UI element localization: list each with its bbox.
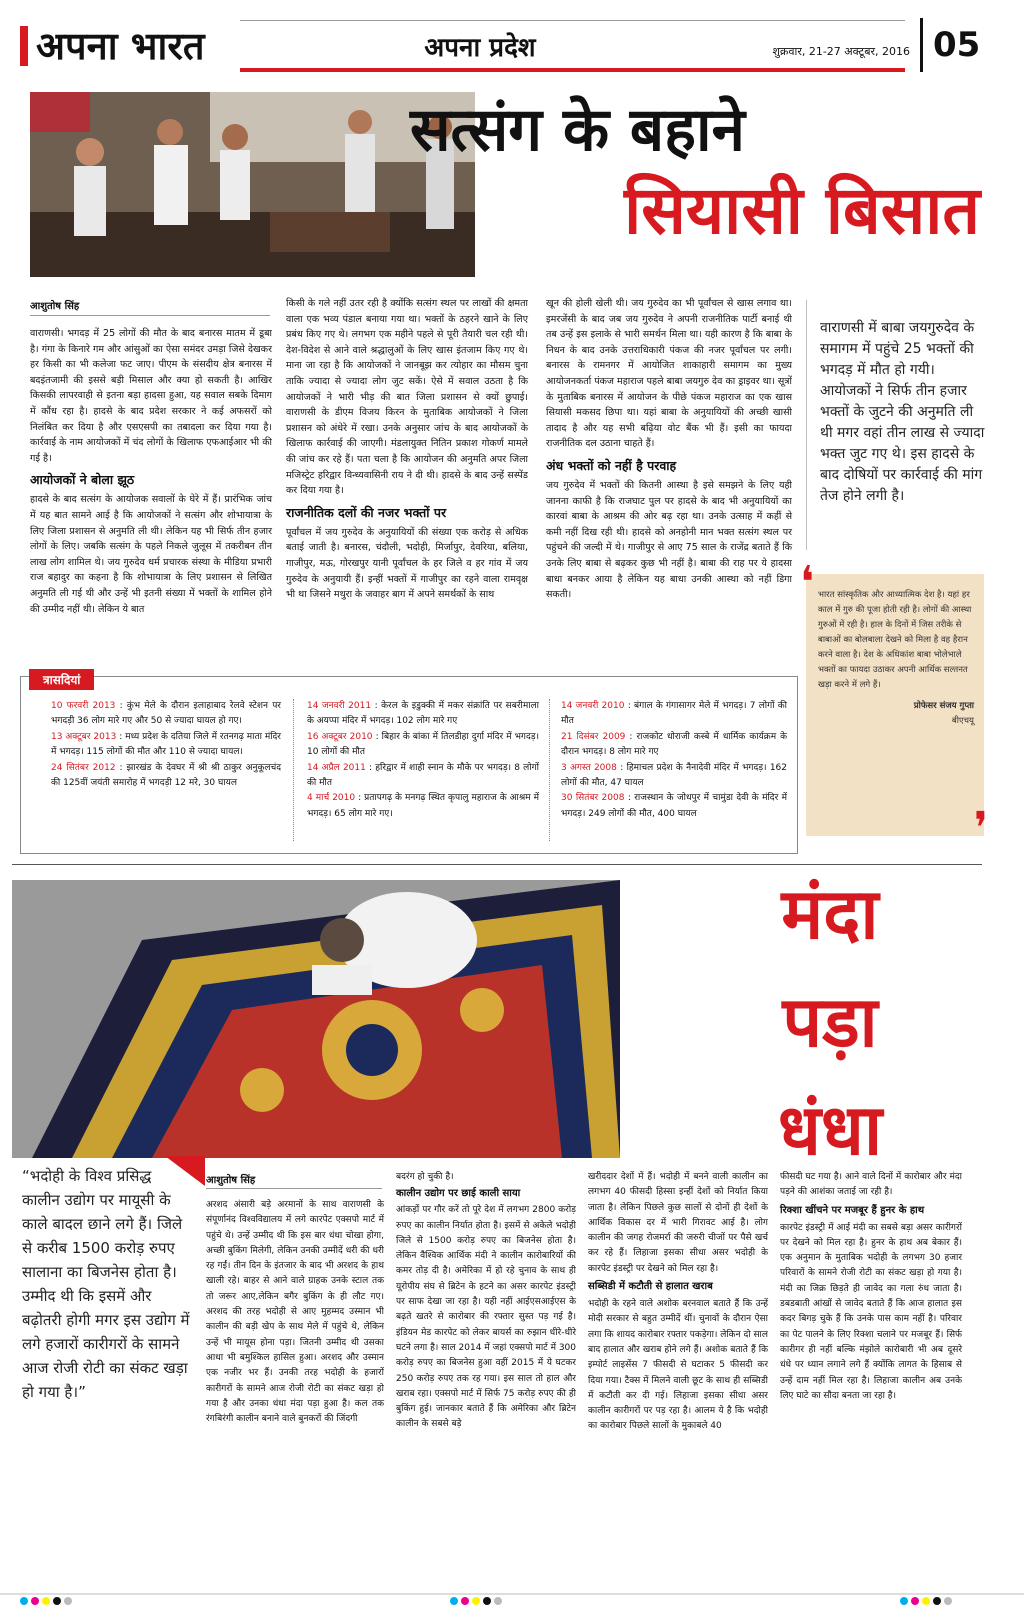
byline-rule (30, 315, 270, 316)
story2-column-1: अरशद अंसारी बड़े अरमानों के साथ वाराणसी के संपूर्णानंद विश्वविद्यालय में लगे कारपेट एक्सपो मार्ट में पहुंचे थे। उन्हें उम्मीद थी कि इस बार धंधा चोखा होगा, अच्छी बुकिंग मिलेगी, लेकिन उनकी उम्मीदें धरी की धरी रह गईं। तीन दिन के इंतजार के बाद भी अरशद के हाथ खाली रहे। बाहर से आने वाले ग्राहक उनके स्टाल तक तो जरूर आए,लेकिन बगैर बुकिंग के ही लौट गए। अरशद की तरह भदोही से आए मुहम्मद उस्मान भी कालीन की बड़ी खेप के साथ मेले में पहुंचे थे, लेकिन उन्हें भी मायूस होना पड़ा। जितनी उम्मीद थी उसका आधा भी बमुश्किल हासिल हुआ। अरशद और उस्मान एक नजीर भर हैं। उनकी तरह भदोही के हजारों कारीगरों के सामने आज रोजी रोटी का संकट खड़ा हो गया है और उनका धंधा मंदा पड़ा हुआ है। कल तक रंगबिरंगी कालीन बनाने वाले बुनकरों की जिंदगी (206, 1200, 384, 1425)
story2-byline: आशुतोष सिंह (206, 1175, 256, 1186)
article-paragraph: खून की होली खेली थी। जय गुरुदेव का भी पूर्वांचल से खास लगाव था। इमरजेंसी के बाद जब जय गुरुदेव ने अपनी राजनीतिक पार्टी बनाई थी तब उन्हें इस इलाके से भारी समर्थन मिला था। यही कारण है कि बाबा के निधन के बाद उनके उत्तराधिकारी पंकज की नजर पूर्वांचल पर लगी। बनारस के रामनगर में आयोजित शाकाहारी समागम का मुख्य आयोजनकर्ता पंकज महाराज पहले बाबा जयगुरु देव का ड्राइवर था। सूत्रों के मुताबिक बनारस में आयोजन के पीछे पंकज महाराज का एक खास सियासी मकसद छिपा था। यहां बाबा के अनुयायियों की अच्छी खासी तादाद है और यह सभी बढ़िया वोट बैंक भी हैं। इसी का फायदा राजनीतिक दल उठाना चाहते हैं। (546, 298, 792, 450)
tragedy-text: : झारखंड के देवघर में श्री श्री ठाकुर अनुकूलचंद की 125वीं जयंती समारोह में भगदड़ी 12 मरे, 30 घायल (51, 762, 281, 789)
black-dot (933, 1597, 941, 1605)
tragedy-item (51, 761, 281, 792)
tragedy-item (307, 730, 539, 761)
article-paragraph: आंकड़ों पर गौर करें तो पूरे देश में लगभग 2800 करोड़ रुपए का कालीन निर्यात होता है। इसमें से अकेले भदोही जिले से 1500 करोड़ रुपए का बिजनेस होता है। लेकिन वैश्विक आर्थिक मंदी ने कालीन कारोबारियों की कमर तोड़ दी है। अमेरिका में हो रहे चुनाव के साथ ही यूरोपीय संघ से ब्रिटेन के हटने का असर कारपेट इंडस्ट्री पर साफ देखा जा रहा है। यही नहीं आईएसआईएस के बढ़ते खतरे से कारोबार की रफ्तार सुस्त पड़ गई है। इंडियन मेड कारपेट को लेकर बायर्स का रुझान धीरे-धीरे घटने लगा है। साल 2014 में जहां एक्सपो मार्ट में 300 करोड़ रुपए का बिजनेस हुआ वहीं 2015 में ये घटकर 250 करोड़ रुपए तक रह गया। इस साल तो हाल और खराब रहा। एक्सपो मार्ट में सिर्फ 75 करोड़ रुपए की ही बुकिंग हुई। जानकार बताते हैं कि अमेरिका और ब्रिटेन कालीन के सबसे बड़े (396, 1205, 576, 1430)
carpet-photo (12, 880, 620, 1158)
color-registration-bar (0, 1590, 1024, 1598)
tragedies-column-2 (307, 699, 539, 822)
tragedy-date: 21 दिसंबर 2009 (561, 731, 626, 742)
headline-line1: सत्संग के बहाने (410, 95, 745, 165)
expert-quote-box (800, 557, 988, 854)
article-paragraph: खरीददार देशों में हैं। भदोही में बनने वाली कालीन का लगभग 40 फीसदी हिस्सा इन्हीं देशों को निर्यात किया जाता है। लेकिन पिछले कुछ सालों से दोनों ही देशों के आर्थिक विकास दर में भारी गिरावट आई है। लोग कालीन की जगह रोजमर्रा की जरुरी चीजों पर पैसे खर्च कर रहे हैं। लिहाजा इसका सीधा असर भदोही के कारपेट इंडस्ट्री पर देखने को मिल रहा है। (588, 1172, 768, 1274)
subheading: रिक्शा खींचने पर मजबूर हैं हुनर के हाथ (780, 1204, 925, 1216)
headline-line2: सियासी बिसात (624, 171, 980, 249)
tragedies-tag: त्रासदियां (29, 669, 94, 690)
article-paragraph: जय गुरुदेव में भक्तों की कितनी आस्था है इसे समझने के लिए यही जानना काफी है कि राजघाट पुल पर हादसे के बाद भी अनुयायियों का कारवां बाबा के आश्रम की ओर बढ़ रहा था। उनके उत्साह में कहीं से कमी नहीं दिख रही थी। हादसे को अनहोनी मान भक्त सत्संग स्थल पर पहुंचने की जल्दी में थे। गाजीपुर से आए 75 साल के राजेंद्र बताते हैं कि उनके लिए बाबा से बढ़कर कुछ भी नहीं है। बाबा की राह पर ये हादसा बाधा बनकर आया है लेकिन यह बाधा उनकी आस्था को नहीं डिगा सकती। (546, 479, 792, 601)
expert-quote-text: भारत सांस्कृतिक और आध्यात्मिक देश है। यहां हर काल में गुरु की पूजा होती रही है। लोगों की आस्था गुरुओं में रही है। हाल के दिनों में जिस तरीके से बाबाओं का बोलबाला देखने को मिला है वह हैरान करने वाला है। देश के अधिकांश बाबा भोलेभाले भक्तों का फायदा उठाकर अपनी आर्थिक सल्तनत खड़ा करने में लगे हैं। (818, 590, 972, 690)
black-dot (483, 1597, 491, 1605)
tragedies-column-1 (51, 699, 281, 791)
article-paragraph: फीसदी घट गया है। आने वाले दिनों में कारोबार और मंदा पड़ने की आशंका जताई जा रही है। (780, 1172, 962, 1198)
magenta-dot (911, 1597, 919, 1605)
tragedy-date: 14 जनवरी 2011 (307, 701, 372, 711)
stampede-photo-art (30, 92, 475, 277)
yellow-dot (472, 1597, 480, 1605)
subheading: सब्सिडी में कटौती से हालात खराब (588, 1281, 713, 1293)
cyan-dot (450, 1597, 458, 1605)
story1-column-2 (286, 296, 528, 603)
tragedy-date: 3 अगस्त 2008 (561, 762, 617, 773)
cyan-dot (20, 1597, 28, 1605)
article-paragraph: पूर्वांचल में जय गुरुदेव के अनुयायियों की संख्या एक करोड़ से अधिक बताई जाती है। बनारस, चंदौली, भदोही, मिर्जापुर, देवरिया, बलिया, गाजीपुर, मऊ, गोरखपुर यानी पूर्वांचल के हर जिले व हर गांव में जय गुरुदेव के अनुयायी हैं। इन्हीं भक्तों में गाजीपुर का रहने वाला रामवृक्ष भी था जिसने मथुरा के जवाहर बाग में अपने समर्थकों के साथ (286, 526, 528, 601)
tragedies-divider (293, 699, 295, 841)
registration-dots-left (20, 1590, 75, 1598)
masthead-brand: अपना भारत (36, 23, 205, 68)
tragedy-text: : राजस्थान के जोधपुर में चामुंडा देवी के मंदिर में भगदड़। 249 लोगों की मौत, 400 घायल (561, 793, 787, 819)
registration-dots-right (900, 1590, 955, 1598)
tragedy-date: 24 सितंबर 2012 (51, 762, 116, 773)
headline2-line3: धंधा (777, 1088, 883, 1171)
tragedies-divider (549, 699, 551, 841)
subheading: अंध भक्तों को नहीं है परवाह (546, 457, 677, 473)
yellow-dot (42, 1597, 50, 1605)
article-paragraph: वाराणसी। भगदड़ में 25 लोगों की मौत के बाद बनारस मातम में डूबा है। गंगा के किनारे गम और आंसुओं का ऐसा समंदर उमड़ा जिसे देखकर हर किसी का भी कलेजा फट जाए। पीएम के संसदीय क्षेत्र बनारस में बदइंतजामी की इससे बड़ी मिसाल और क्या हो सकती है। आखिर किसकी लापरवाही से इतना बड़ा हादसा हुआ, यह सवाल सबके दिमाग में कौंध रहा है। हादसे के बाद प्रदेश सरकार ने कई अफसरों को निलंबित कर दिया है और एसएसपी का तबादला कर दिया गया है। कार्रवाई के नाम आयोजकों में चंद लोगों के खिलाफ एफआईआर भी की गई है। (30, 328, 272, 464)
story2-column-4 (780, 1170, 962, 1404)
cyan-dot (900, 1597, 908, 1605)
tragedy-item (307, 761, 539, 792)
story1-column-1 (30, 326, 272, 617)
tragedy-text: : बिहार के बांका में तिलडीहा दुर्गा मंदिर में भगदड़। 10 लोगों की मौत (307, 731, 539, 758)
tragedy-text: : केरल के इडुक्की में मकर संक्रांति पर सबरीमाला के अयप्पा मंदिर में भगदड़। 102 लोग मारे गए (307, 701, 539, 727)
pullquote-triangle-icon (165, 1156, 205, 1186)
article-paragraph: कारपेट इंडस्ट्री में आई मंदी का सबसे बड़ा असर कारीगरों पर देखने को मिल रहा है। हुनर के हाथ अब बेकार हैं। एक अनुमान के मुताबिक भदोही के लगभग 30 हजार परिवारों के सामने रोजी रोटी का संकट खड़ा हो गया है। मंदी का जिक्र छिड़ते ही जावेद का गला रुंध जाता है। डबडबाती आंखों से जावेद बताते हैं कि आज हालात इस कदर बिगड़ चुके हैं कि उनके पास काम नहीं है। परिवार का पेट पालने के लिए रिक्शा चलाने पर मजबूर हैं। सिर्फ कारीगर ही नहीं बल्कि मंझोले कारोबारी भी अब दूसरे धंधे पर ध्यान लगाने लगे हैं क्योंकि लागत के हिसाब से उन्हें दाम नहीं मिल रहा है। लिहाजा कालीन अब उनके लिए घाटे का सौदा बनता जा रहा है। (780, 1222, 962, 1401)
tragedy-item (561, 791, 787, 822)
tragedy-item (51, 730, 281, 761)
grey-dot (494, 1597, 502, 1605)
magenta-dot (31, 1597, 39, 1605)
article-paragraph: हादसे के बाद सत्संग के आयोजक सवालों के घेरे में हैं। प्रारंभिक जांच में यह बात सामने आई है कि आयोजकों ने सत्संग और शोभायात्रा के लिए जिला प्रशासन से अनुमति ली थी। लेकिन यह भी सिर्फ तीन हजार लोगों के लिए। जबकि सत्संग के पहले निकले जुलूस में तकरीबन तीन लाख लोग शामिल थे। जय गुरुदेव धर्म प्रचारक संस्था के मीडिया प्रभारी राज बहादुर का कहना है कि शोभायात्रा के लिए प्रशासन से लिखित अनुमति ली गई थी और उन्हें भी इतनी संख्या में भक्तों के शामिल होने की उम्मीद नहीं थी। लेकिन ये बात (30, 494, 272, 615)
story1-column-3 (546, 296, 792, 603)
tragedy-item (307, 699, 539, 730)
tragedy-item (51, 699, 281, 730)
tragedies-box (20, 673, 798, 854)
masthead-red-bar (20, 26, 28, 66)
subheading: कालीन उद्योग पर छाई काली साया (396, 1188, 521, 1200)
section-title: अपना प्रदेश (424, 33, 536, 63)
quote-open-icon: ❛ (800, 557, 815, 608)
headline2-line2: पड़ा (782, 980, 878, 1063)
article-paragraph: भदोही के रहने वाले अशोक बरनवाल बताते हैं कि उन्हें मोदी सरकार से बहुत उम्मीदें थीं। चुनावों के दौरान ऐसा लगा कि शायद कारोबार रफ्तार पकड़ेगा। लेकिन दो साल बाद हालात और खराब होने लगे हैं। अशोक बताते हैं कि इम्पोर्ट लाइसेंस 7 फीसदी से घटाकर 5 फीसदी कर दिया गया। टैक्स में मिलने वाली छूट के साथ ही सब्सिडी में कटौती कर दी गई। लिहाजा इसका सीधा असर कालीन कारीगरों पर पड़ रहा है। आलम ये है कि भदोही का कारोबार पिछले सालों के मुकाबले 40 (588, 1299, 768, 1432)
tragedy-text: : बंगाल के गंगासागर मेले में भगदड़। 7 लोगों की मौत (561, 701, 787, 727)
tragedy-date: 16 अक्टूबर 2010 (307, 731, 373, 742)
page-number: 05 (920, 18, 1000, 72)
tragedy-item (307, 791, 539, 822)
story2-pullquote: “भदोही के विश्व प्रसिद्ध कालीन उद्योग पर मायूसी के काले बादल छाने लगे हैं। जिले से करीब 1500 करोड़ रुपए सालाना का बिजनेस होता है। उम्मीद थी कि इसमें और बढ़ोतरी होगी मगर इस उद्योग में लगे हजारों कारीगरों के सामने आज रोजी रोटी का संकट खड़ा हो गया है।” (22, 1167, 190, 1401)
article-paragraph: किसी के गले नहीं उतर रही है क्योंकि सत्संग स्थल पर लाखों की क्षमता वाला एक भव्य पंडाल बनाया गया था। भक्तों के ठहरने खाने के लिए प्रबंध किए गए थे। लगभग एक महीने पहले से पूरी तैयारी चल रही थी। देश-विदेश से आने वाले श्रद्धालुओं के लिए खास इंतजाम किए गए थे। माना जा रहा है कि आयोजकों ने जानबूझ कर त्योहार का मौसम चुना ताकि ज्यादा से ज्यादा लोग जुट सकें। ऐसे में सवाल उठता है कि आयोजकों ने भारी भीड़ की बात जिला प्रशासन से क्यों छुपाई। वाराणसी के डीएम विजय किरन के मुताबिक आयोजकों ने जिला प्रशासन को अंधेरे में रखा। उनके अनुसार जांच के बाद आयोजकों के खिलाफ कार्रवाई की जाएगी। मंडलायुक्त नितिन प्रकाश गोकर्ण मामले की जांच कर रहे हैं। पता चला है कि आयोजन की अनुमति अपर जिला मजिस्ट्रेट हरिद्वार विन्ध्यवासिनी राय ने दी थी। हादसे के बाद उन्हें सस्पेंड कर दिया गया है। (286, 298, 528, 497)
tragedy-date: 13 अक्टूबर 2013 (51, 731, 117, 742)
masthead-red-rule (240, 68, 905, 72)
issue-date: शुक्रवार, 21-27 अक्टूबर, 2016 (772, 45, 910, 58)
tragedy-text: : प्रतापगढ़ के मनगढ़ स्थित कृपालु महाराज के आश्रम में भगदड़। 65 लोग मारे गए। (307, 793, 540, 819)
story2-column-2 (396, 1170, 576, 1433)
tragedy-text: : कुंभ मेले के दौरान इलाहाबाद रेलवे स्टेशन पर भगदड़ी 36 लोग मारे गए और 50 से ज्यादा घायल हो गए। (51, 701, 281, 727)
black-dot (53, 1597, 61, 1605)
registration-rule (0, 1593, 1024, 1595)
yellow-dot (922, 1597, 930, 1605)
tragedy-text: : राजकोट धोराजी कस्बे में धार्मिक कार्यक्रम के दौरान भगदड़। 8 लोग मारे गए (561, 731, 788, 758)
tragedy-text: : मध्य प्रदेश के दतिया जिले में रतनगढ़ माता मंदिर में भगदड़। 115 लोगों की मौत और 110 से ज्यादा घायल। (51, 731, 281, 758)
headline2 (660, 860, 1000, 1184)
expert-org: बीएचयू (951, 716, 974, 726)
column-divider (806, 300, 807, 550)
headline2-line1: मंदा (781, 872, 879, 955)
byline: आशुतोष सिंह (30, 301, 80, 312)
tragedy-date: 14 जनवरी 2010 (561, 701, 625, 711)
tragedy-item (561, 761, 787, 792)
subheading: आयोजकों ने बोला झूठ (30, 472, 135, 488)
magenta-dot (461, 1597, 469, 1605)
tragedy-date: 4 मार्च 2010 (307, 793, 356, 804)
grey-dot (944, 1597, 952, 1605)
tragedy-date: 14 अप्रैल 2011 (307, 762, 366, 773)
registration-dots-center (450, 1590, 505, 1598)
quote-close-icon: ❜ (973, 803, 988, 854)
expert-name: प्रोफेसर संजय गुप्ता (913, 701, 974, 711)
grey-dot (64, 1597, 72, 1605)
carpet-photo-art (12, 880, 620, 1158)
stampede-photo (30, 92, 475, 277)
tragedy-item (561, 730, 787, 761)
tragedy-date: 10 फरवरी 2013 (51, 701, 116, 711)
tragedy-text: : हिमाचल प्रदेश के नैनादेवी मंदिर में भगदड़। 162 लोगों की मौत, 47 घायल (561, 762, 788, 789)
side-pullquote: वाराणसी में बाबा जयगुरुदेव के समागम में पहुंचे 25 भक्तों की भगदड़ में मौत हो गयी। आयोजकों ने सिर्फ तीन हजार भक्तों के जुटने की अनुमति ली थी मगर वहां तीन लाख से ज्यादा भक्त जुट गए थे। इस हादसे के बाद दोषियों पर कार्रवाई की मांग तेज होने लगी है। (820, 320, 985, 504)
tragedy-text: : हरिद्वार में शाही स्नान के मौके पर भगदड़। 8 लोगों की मौत (307, 762, 540, 789)
tragedy-date: 30 सितंबर 2008 (561, 793, 625, 804)
story2-column-3 (588, 1170, 768, 1435)
tragedies-column-3 (561, 699, 787, 822)
article-paragraph: बदरंग हो चुकी है। (396, 1172, 454, 1182)
masthead-brand-block (20, 20, 240, 72)
byline-rule (206, 1188, 382, 1189)
subheading: राजनीतिक दलों की नजर भक्तों पर (286, 504, 447, 520)
masthead-top-rule (240, 20, 905, 21)
tragedy-item (561, 699, 787, 730)
